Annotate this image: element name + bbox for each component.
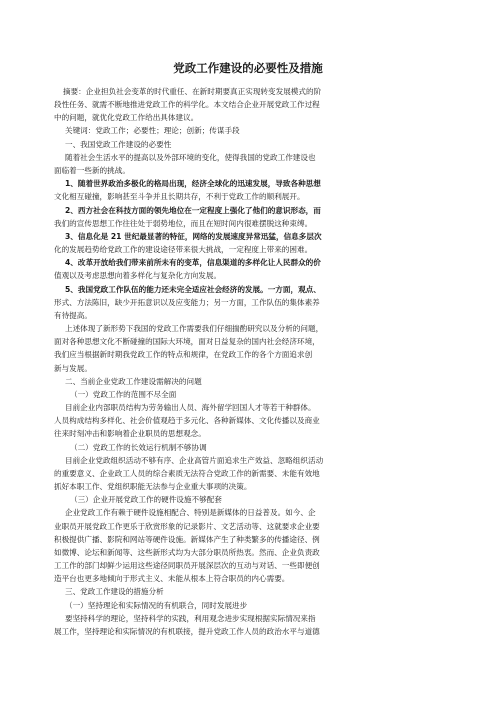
text-line: 二、当前企业党政工作建设需解决的问题: [65, 377, 202, 386]
text-line: 人员构成结构多样化、社会价值观趋于多元化、各种新媒体、文化传播以及商业: [54, 416, 320, 425]
text-line: 业职员开展党政工作更乐于欣赏形象的记录影片、文艺活动等、这就要求企业要: [54, 522, 320, 531]
text-line: 往来时刻冲击和影响着企业职员的思想观念。: [54, 429, 206, 438]
text-line: 摘要：企业担负社会变革的时代重任、在新时期要真正实现转变发展模式的阶: [63, 87, 322, 96]
text-line: 值观以及考虑思想向着多样化与复杂化方向发展。: [54, 271, 222, 280]
text-line: 工工作的部门却鲜少运用这些途径同职员开展深层次的互动与对话、一些即便创: [54, 561, 320, 570]
text-line: 5、我国党政工作队伍的能力还未完全适应社会经济的发展。一方面，观点、: [65, 285, 321, 294]
text-line: （一）坚持理论和实际情况的有机联合，同时发展进步: [65, 601, 248, 610]
text-line: 4、改革开放给我们带来前所未有的变革，信息渠道的多样化让人民群众的价: [65, 258, 321, 267]
text-line: 如微博、论坛和新闻等、这些新形式均为大部分职员所热衷。然而、企业负责政: [54, 548, 320, 557]
text-line: 目前企业党政组织活动不够有序、企业高管片面追求生产效益、忽略组织活动: [65, 456, 324, 465]
text-line: 我们的宣传思想工作往往处于弱势地位，而且在短时间内很难摆脱这种束缚。: [54, 219, 313, 228]
text-line: （一）党政工作的范围不尽全面: [70, 390, 177, 399]
text-line: 中的问题，就优化党政工作给出具体建议。: [54, 113, 199, 122]
text-line: 展工作，坚持理论和实际情况的有机联接，提升党政工作人员的政治水平与道德: [54, 627, 320, 636]
text-line: 面对各种思想文化不断碰撞的国际大环境，面对日益复杂的国内社会经济环境，: [54, 337, 320, 346]
text-line: 关键词：党政工作；必要性；理论；创新；传谋手段: [65, 126, 240, 135]
text-line: （三）企业开展党政工作的硬件设施不够配套: [70, 495, 222, 504]
text-line: 三、党政工作建设的措施分析: [65, 587, 164, 596]
text-line: （二）党政工作的长效运行机制不够协调: [70, 443, 207, 452]
text-line: 1、随着世界政治多极化的格局出现，经济全球化的迅速发展，导致各种思想: [65, 179, 321, 188]
text-line: 文化相互碰撞，影响甚至斗争并且长期共存，不利于党政工作的顺利展开。: [54, 192, 305, 201]
text-line: 上述体现了新形势下我国的党政工作需要我们仔细揣酌研究以及分析的问题，: [65, 324, 324, 333]
text-line: 造平台也更多地倾向于形式主义、未能从根本上符合职员的内心需要。: [54, 574, 290, 583]
text-line: 目前企业内部职员结构为劳务输出人员、海外留学回国人才等若干种群体。: [65, 403, 316, 412]
text-line: 抓好本职工作、党组织职能无法参与企业重大事项的决策。: [54, 482, 252, 491]
text-line: 我们应当根据新时期我党政工作的特点和规律，在党政工作的各个方面追求创: [54, 350, 313, 359]
text-line: 有待提高。: [54, 311, 92, 320]
text-line: 2、西方社会在科技方面的领先地位在一定程度上强化了他们的意识形态，而: [65, 206, 321, 215]
page-title: 党政工作建设的必要性及措施: [173, 61, 323, 75]
text-line: 积极提供广播、影院和网站等硬件设施。新媒体产生了种类繁多的传播途径、例: [54, 535, 320, 544]
text-line: 化的发展趋势给党政工作的建设途径带来很大挑战，一定程度上带来的困难。: [54, 245, 313, 254]
text-line: 3、信息化是 21 世纪最显著的特征，网络的发展速度异常迅猛，信息多层次: [65, 232, 322, 241]
text-line: 面临着一些新的挑战。: [54, 166, 130, 175]
text-line: 要坚持科学的理论，坚持科学的实践，利用观念进步实现根据实际情况来指: [65, 614, 316, 623]
text-line: 段性任务、就需不断地推进党政工作的科学化。本文结合企业开展党政工作过程: [54, 100, 320, 109]
text-line: 企业党政工作有赖于硬件设施相配合、特别是新媒体的日益普及。如今、企: [65, 508, 316, 517]
text-line: 形式、方法陈旧，缺少开拓意识以及应变能力；另一方面，工作队伍的集体素养: [54, 298, 320, 307]
text-line: 的重要意义、企业政工人员的综合素质无法符合党政工作的新需要、未能有效地: [54, 469, 320, 478]
text-line: 随着社会生活水平的提高以及外部环境的变化，使得我国的党政工作建设也: [65, 153, 316, 162]
text-line: 一、我国党政工作建设的必要性: [65, 140, 172, 149]
text-line: 新与发展。: [54, 364, 92, 373]
